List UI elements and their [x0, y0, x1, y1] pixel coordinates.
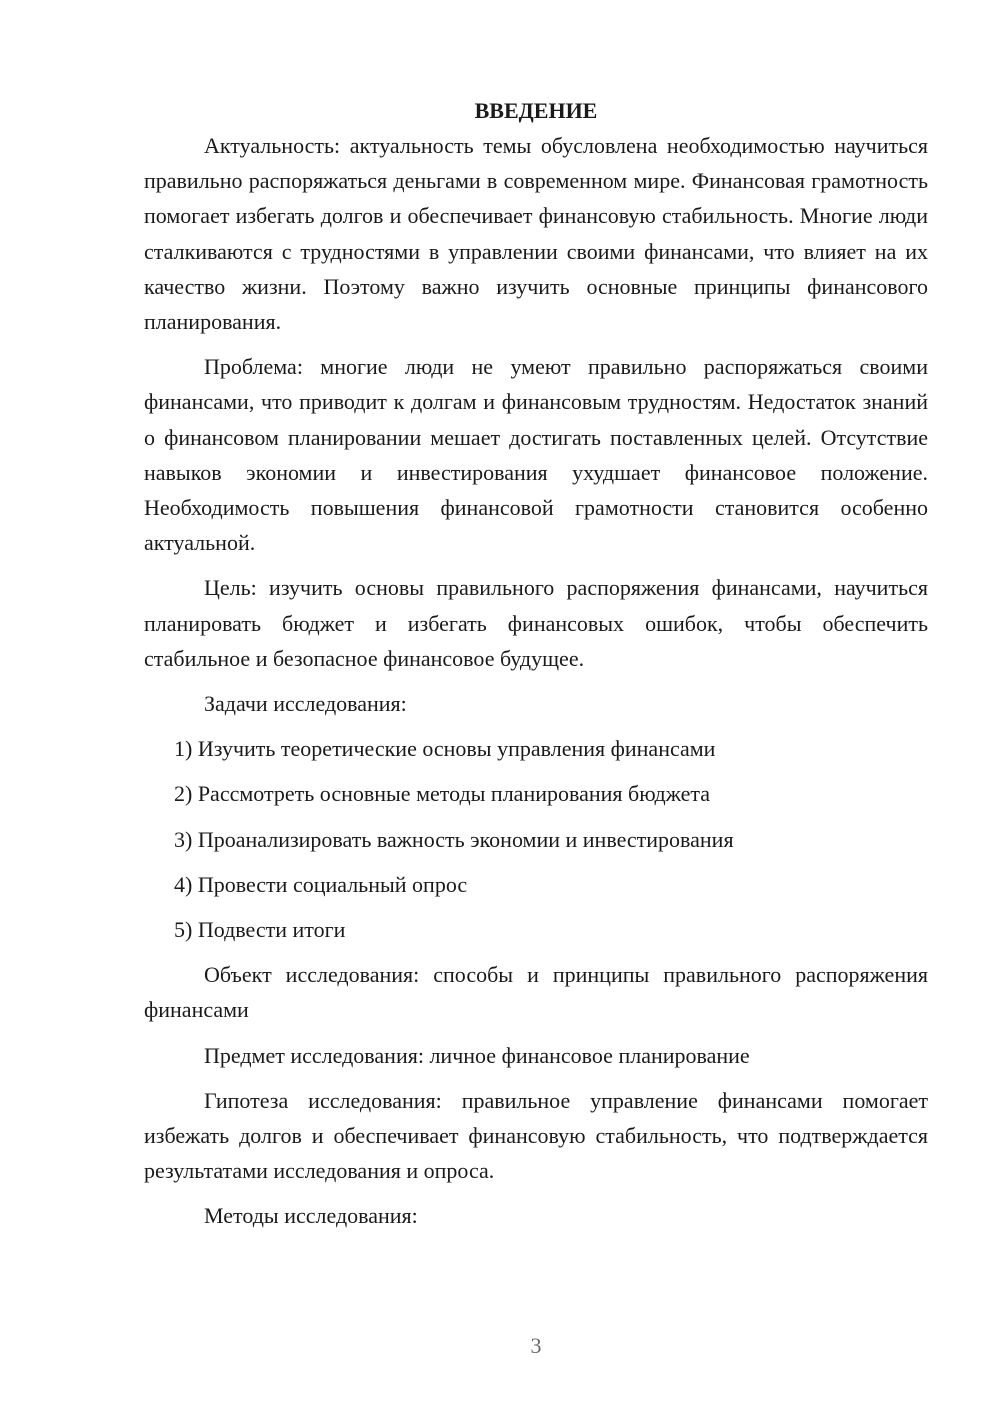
page-title: ВВЕДЕНИЕ — [474, 98, 598, 123]
methods-heading: Методы исследования: — [204, 1203, 418, 1229]
list-item: 5) Подвести итоги — [174, 917, 346, 943]
list-item: 2) Рассмотреть основные методы планирования бюджета — [174, 781, 711, 807]
relevance-paragraph: Актуальность: актуальность темы обусловлена необходимостью научиться правильно распоряжаться деньгами в современном мире. Финансовая грамотность помогает избегать долгов и обеспечивает финансовую стабильность. Многие люди сталкиваются с трудностями в управлении своими финансами, что влияет на их качество жизни. Поэтому важно изучить основные принципы финансового планирования. — [144, 133, 928, 335]
tasks-list — [144, 731, 928, 947]
hypothesis-paragraph: Гипотеза исследования: правильное управление финансами помогает избежать долгов и обеспечивает финансовую стабильность, что подтверждается результатами исследования и опроса. — [144, 1087, 928, 1184]
tasks-heading: Задачи исследования: — [204, 691, 407, 717]
problem-paragraph: Проблема: многие люди не умеют правильно распоряжаться своими финансами, что приводит к долгам и финансовым трудностям. Недостаток знаний о финансовом планировании мешает достигать поставленных целей. Отсутствие навыков экономии и инвестирования ухудшает финансовое положение. Необходимость повышения финансовой грамотности становится особенно актуальной. — [144, 354, 928, 556]
page-number: 3 — [530, 1333, 542, 1358]
subject-paragraph: Предмет исследования: личное финансовое планирование — [204, 1042, 750, 1068]
object-paragraph: Объект исследования: способы и принципы правильного распоряжения финансами — [144, 962, 928, 1023]
list-item: 1) Изучить теоретические основы управления финансами — [174, 736, 716, 762]
document-page — [144, 93, 928, 1244]
goal-paragraph: Цель: изучить основы правильного распоряжения финансами, научиться планировать бюджет и избегать финансовых ошибок, чтобы обеспечить стабильное и безопасное финансовое будущее. — [144, 575, 928, 671]
list-item: 3) Проанализировать важность экономии и инвестирования — [174, 826, 734, 852]
list-item: 4) Провести социальный опрос — [174, 871, 468, 897]
